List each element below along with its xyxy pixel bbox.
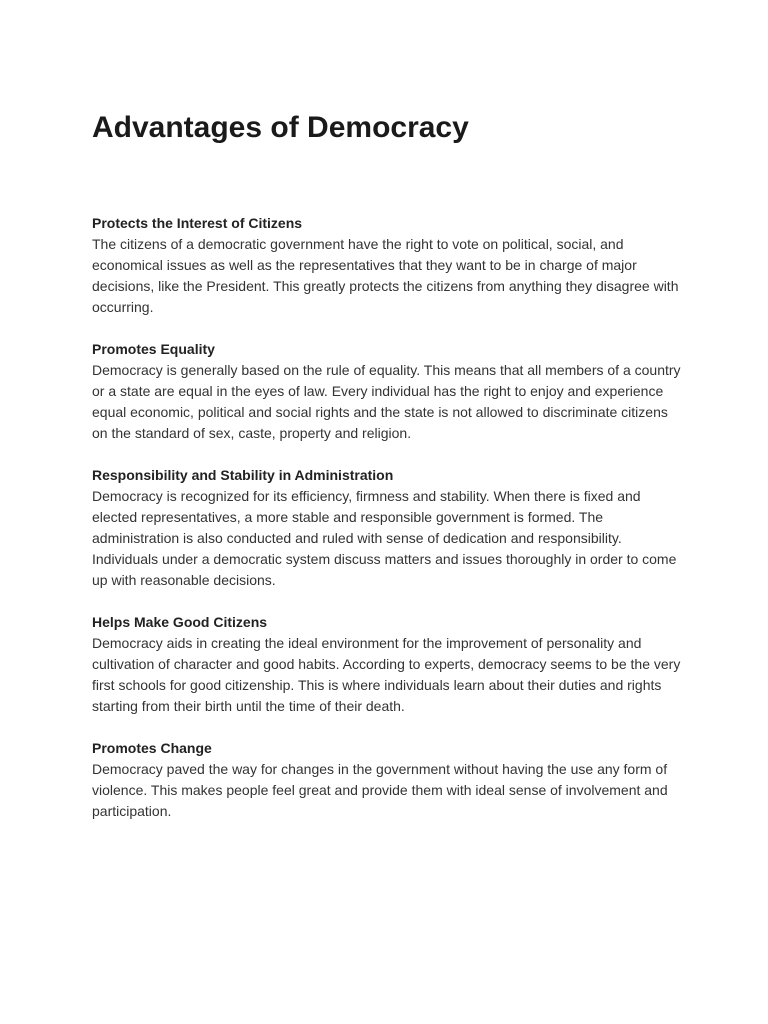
document-title: Advantages of Democracy <box>92 111 469 144</box>
document-sections <box>92 213 682 822</box>
section-promotes-change <box>92 738 682 822</box>
section-body: Democracy is recognized for its efficiency, firmness and stability. When there is fixed and elected representatives, a more stable and responsible government is formed. The administration is also conducted and ruled with sense of dedication and responsibility. Individuals under a democratic system discuss matters and issues thoroughly in order to come up with reasonable decisions. <box>92 488 677 588</box>
section-heading: Protects the Interest of Citizens <box>92 215 303 231</box>
section-responsibility-stability <box>92 465 682 591</box>
section-heading: Promotes Equality <box>92 341 215 357</box>
section-body: Democracy paved the way for changes in the government without having the use any form of violence. This makes people feel great and provide them with ideal sense of involvement and participation. <box>92 761 668 819</box>
section-promotes-equality <box>92 339 682 444</box>
section-heading: Responsibility and Stability in Administration <box>92 467 394 483</box>
section-protects-interest <box>92 213 682 318</box>
section-body: Democracy is generally based on the rule of equality. This means that all members of a country or a state are equal in the eyes of law. Every individual has the right to enjoy and experience equal economic, political and social rights and the state is not allowed to discriminate citizens on the standard of sex, caste, property and religion. <box>92 362 681 441</box>
section-body: Democracy aids in creating the ideal environment for the improvement of personality and cultivation of character and good habits. According to experts, democracy seems to be the very first schools for good citizenship. This is where individuals learn about their duties and rights starting from their birth until the time of their death. <box>92 635 681 714</box>
section-body: The citizens of a democratic government have the right to vote on political, social, and economical issues as well as the representatives that they want to be in charge of major decisions, like the President. This greatly protects the citizens from anything they disagree with occurring. <box>92 236 679 315</box>
section-heading: Promotes Change <box>92 740 212 756</box>
section-heading: Helps Make Good Citizens <box>92 614 268 630</box>
section-good-citizens <box>92 612 682 717</box>
document-page <box>92 108 682 843</box>
